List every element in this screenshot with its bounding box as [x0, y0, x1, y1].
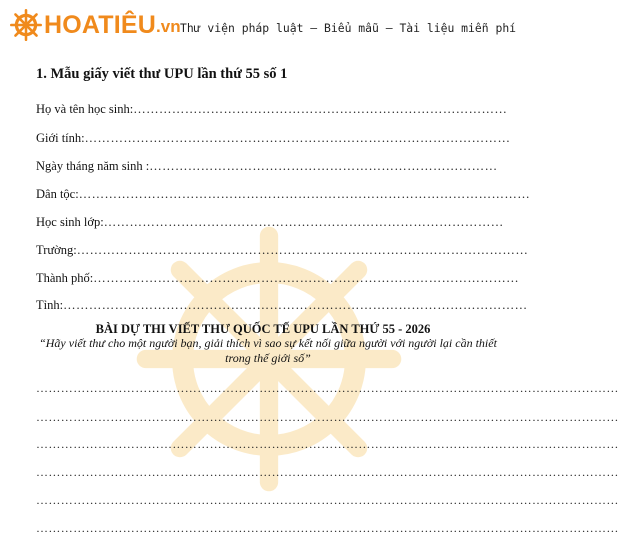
- field-city: [36, 271, 519, 286]
- field-province: [36, 298, 528, 313]
- field-label: Thành phố:: [36, 271, 94, 285]
- field-ethnicity: [36, 187, 531, 202]
- writing-line: ……………………………………………………………………………………………………………………………: [36, 493, 619, 507]
- field-label: Họ và tên học sinh:: [36, 102, 134, 116]
- writing-line: ……………………………………………………………………………………………………………………………: [36, 521, 619, 535]
- fill-line: …………………………………………………………………………………: [103, 215, 504, 229]
- fill-line: ……………………………………………………………………………………………: [76, 243, 529, 257]
- fill-line: ………………………………………………………………………………………………: [63, 298, 528, 312]
- field-label: Trường:: [36, 243, 77, 257]
- contest-title: BÀI DỰ THI VIẾT THƯ QUỐC TẾ UPU LẦN THỨ 55 - 2026: [95, 322, 431, 336]
- field-label: Dân tộc:: [36, 187, 79, 201]
- field-student-name: [36, 102, 508, 117]
- ship-wheel-icon: [10, 9, 42, 41]
- writing-line: ……………………………………………………………………………………………………………………………: [36, 410, 619, 424]
- writing-line: ……………………………………………………………………………………………………………………………: [36, 381, 619, 395]
- fill-line: ………………………………………………………………………………………: [93, 271, 519, 285]
- fill-line: ………………………………………………………………………: [149, 159, 498, 173]
- site-header: [0, 0, 526, 52]
- field-gender: [36, 131, 511, 146]
- fill-line: ………………………………………………………………………………………: [84, 131, 511, 145]
- logo-domain: .vn: [156, 17, 181, 36]
- document-title: 1. Mẫu giấy viết thư UPU lần thứ 55 số 1: [36, 66, 288, 82]
- logo[interactable]: [10, 8, 181, 42]
- field-birthdate: [36, 159, 498, 174]
- field-label: Học sinh lớp:: [36, 215, 104, 229]
- field-school: [36, 243, 529, 258]
- site-tagline: Thư viện pháp luật – Biểu mẫu – Tài liệu miễn phí: [180, 21, 517, 35]
- field-class: [36, 215, 504, 230]
- contest-prompt: “Hãy viết thư cho một người bạn, giải thích vì sao sự kết nối giữa người với người lại cần thiết trong thế giới số”: [39, 336, 497, 365]
- field-label: Tỉnh:: [36, 298, 64, 312]
- fill-line: ……………………………………………………………………………………………: [78, 187, 531, 201]
- writing-line: ……………………………………………………………………………………………………………………………: [36, 437, 619, 451]
- field-label: Ngày tháng năm sinh :: [36, 159, 150, 173]
- writing-line: ……………………………………………………………………………………………………………………………: [36, 465, 619, 479]
- field-label: Giới tính:: [36, 131, 85, 145]
- fill-line: ……………………………………………………………………………: [133, 102, 508, 116]
- logo-text: HOATIÊU: [44, 11, 157, 39]
